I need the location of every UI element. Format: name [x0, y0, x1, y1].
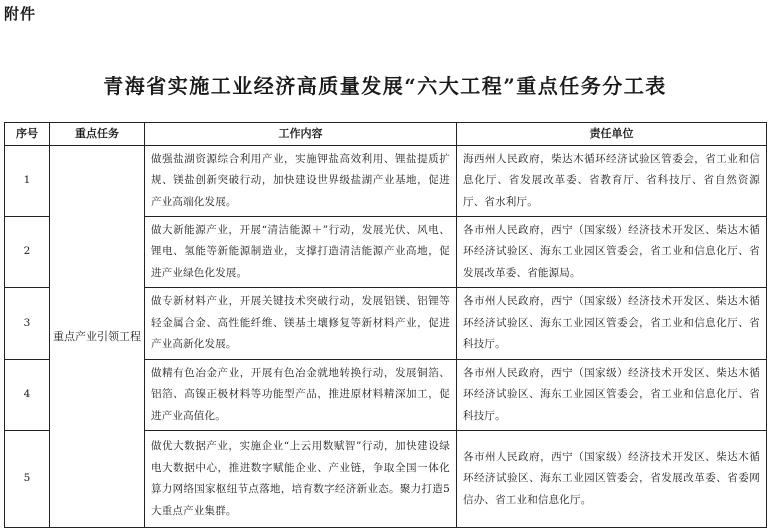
row-content: 做大新能源产业，开展“清洁能源＋”行动，发展光伏、风电、锂电、氢能等新能源制造业，支撑打造清洁能源产业高地，促进产业绿色化发展。: [145, 217, 457, 288]
row-seq: 2: [5, 217, 50, 288]
column-header-task: 重点任务: [50, 123, 145, 146]
row-units: 各市州人民政府，西宁（国家级）经济技术开发区、柴达木循环经济试验区、海东工业园区管委会，省发展改革委、省委网信办、省工业和信息化厅。: [457, 431, 767, 528]
row-units: 各市州人民政府，西宁（国家级）经济技术开发区、柴达木循环经济试验区、海东工业园区管委会，省工业和信息化厅、省科技厅。: [457, 360, 767, 431]
row-units: 各市州人民政府，西宁（国家级）经济技术开发区、柴达木循环经济试验区、海东工业园区管委会，省工业和信息化厅、省科技厅。: [457, 288, 767, 360]
row-seq: 1: [5, 146, 50, 217]
table-header-row: [5, 123, 767, 146]
column-header-seq: 序号: [5, 123, 50, 146]
task-category: 重点产业引领工程: [50, 146, 145, 528]
row-units: 海西州人民政府，柴达木循环经济试验区管委会，省工业和信息化厅、省发展改革委、省教育厅、省科技厅、省自然资源厅、省水利厅。: [457, 146, 767, 217]
row-seq: 4: [5, 360, 50, 431]
document-title: 青海省实施工业经济高质量发展“六大工程”重点任务分工表: [103, 74, 667, 98]
attachment-label: 附件: [4, 5, 37, 23]
task-table: [4, 122, 767, 528]
row-content: 做精有色冶金产业，开展有色冶金就地转换行动，发展铜箔、铝箔、高镍正极材料等功能型产品，推进原材料精深加工，促进产业高值化。: [145, 360, 457, 431]
table-row: [5, 146, 767, 217]
row-seq: 5: [5, 431, 50, 528]
row-content: 做优大数据产业，实施企业“上云用数赋智”行动，加快建设绿电大数据中心，推进数字赋能企业、产业链，争取全国一体化算力网络国家枢纽节点落地，培育数字经济新业态。聚力打造5大重点产业集群。: [145, 431, 457, 528]
row-content: 做专新材料产业，开展关键技术突破行动，发展铝镁、铝锂等轻金属合金、高性能纤维、镁基土壤修复等新材料产业，促进产业高新化发展。: [145, 288, 457, 360]
row-units: 各市州人民政府，西宁（国家级）经济技术开发区、柴达木循环经济试验区、海东工业园区管委会，省工业和信息化厅、省发展改革委、省能源局。: [457, 217, 767, 288]
column-header-units: 责任单位: [457, 123, 767, 146]
row-seq: 3: [5, 288, 50, 360]
column-header-content: 工作内容: [145, 123, 457, 146]
row-content: 做强盐湖资源综合利用产业，实施钾盐高效利用、锂盐提质扩规、镁盐创新突破行动，加快建设世界级盐湖产业基地，促进产业高端化发展。: [145, 146, 457, 217]
